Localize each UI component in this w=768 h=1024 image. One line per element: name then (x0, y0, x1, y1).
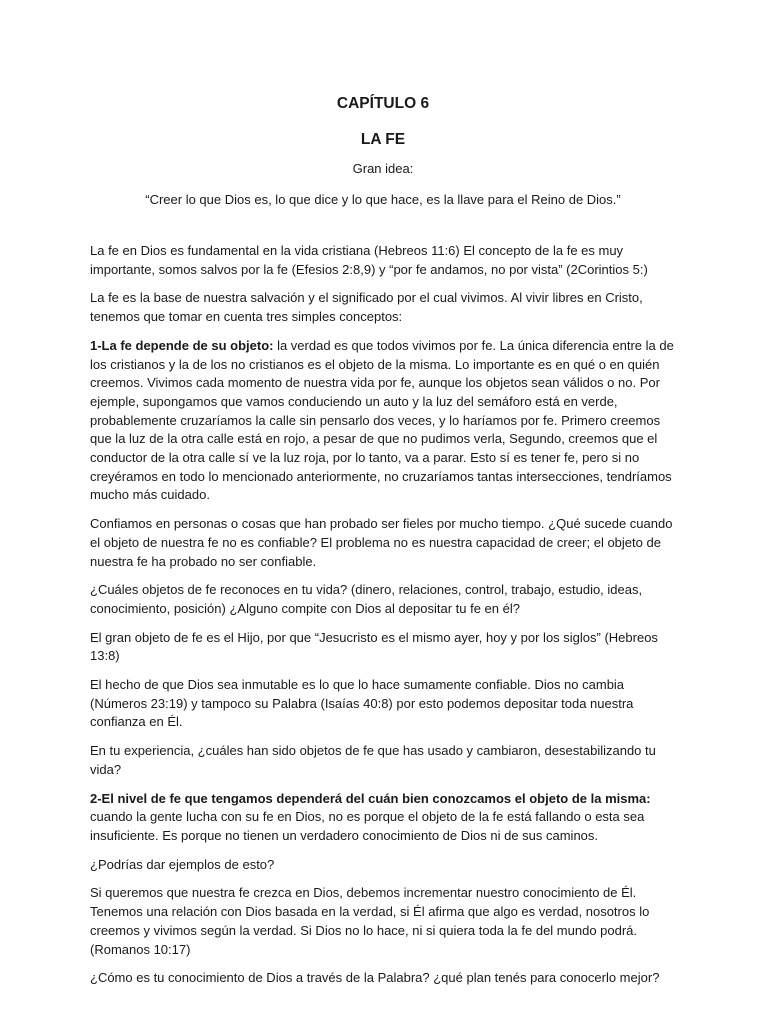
paragraph (90, 289, 676, 326)
paragraph (90, 676, 676, 732)
big-idea-quote: “Creer lo que Dios es, lo que dice y lo que hace, es la llave para el Reino de Dios.” (145, 192, 621, 207)
paragraph-text: cuando la gente lucha con su fe en Dios, no es porque el objeto de la fe está fallando o esta sea insuficiente. Es porque no tienen un verdadero conocimiento de Dios ni de sus caminos. (90, 809, 645, 843)
paragraph-text: Si queremos que nuestra fe crezca en Dios, debemos incrementar nuestro conocimiento de Él. Tenemos una relación con Dios basada en la verdad, si Él afirma que algo es verdad, nosotros lo creemos y vivimos según la verdad. Si Dios no lo hace, ni si quiera toda la fe del mundo podrá. (Romanos 10:17) (90, 885, 650, 957)
paragraph (90, 337, 676, 505)
paragraph-text: ¿Cómo es tu conocimiento de Dios a través de la Palabra? ¿qué plan tenés para conocerlo mejor? (90, 970, 660, 986)
paragraph (90, 742, 676, 779)
paragraph (90, 629, 676, 666)
paragraph-text: Confiamos en personas o cosas que han probado ser fieles por mucho tiempo. ¿Qué sucede cuando el objeto de nuestra fe no es confiable? El problema no es nuestra capacidad de creer; el objeto de nuestra fe ha probado no ser confiable. (90, 516, 673, 569)
paragraph (90, 856, 676, 875)
paragraph-text: En tu experiencia, ¿cuáles han sido objetos de fe que has usado y cambiaron, desestabilizando tu vida? (90, 743, 656, 777)
big-idea-label: Gran idea: (352, 161, 414, 176)
chapter-title: LA FE (360, 131, 406, 148)
paragraph-lead: 2-El nivel de fe que tengamos dependerá del cuán bien conozcamos el objeto de la misma: (90, 790, 651, 806)
paragraph-text: la verdad es que todos vivimos por fe. La única diferencia entre la de los cristianos y la de los no cristianos es el objeto de la misma. Lo importante es en qué o en quién creemos. Vivimos cada momento de nuestra vida por fe, aunque los objetos sean válidos o no. Por ejemple, supongamos que vamos conduciendo un auto y la luz del semáforo está en verde, probablemente cruzaríamos la calle sin pensarlo dos veces, y lo haríamos por fe. Primero creemos que la luz de la otra calle está en rojo, a pesar de que no pudimos verla, Segundo, creemos que el conductor de la otra calle sí ve la luz roja, por lo tanto, va a parar. Esto sí es tener fe, pero si no creyéramos en todo lo mencionado anteriormente, no cruzaríamos tantas intersecciones, tendríamos mucho más cuidado. (90, 337, 674, 503)
paragraph-text: ¿Podrías dar ejemplos de esto? (90, 856, 275, 872)
paragraph (90, 581, 676, 618)
paragraph (90, 242, 676, 279)
paragraph-text: La fe es la base de nuestra salvación y el significado por el cual vivimos. Al vivir libres en Cristo, tenemos que tomar en cuenta tres simples conceptos: (90, 290, 643, 325)
paragraph (90, 969, 676, 988)
paragraph (90, 884, 676, 959)
paragraph-lead: 1-La fe depende de su objeto: (90, 337, 274, 353)
paragraph-text: ¿Cuáles objetos de fe reconoces en tu vida? (dinero, relaciones, control, trabajo, estudio, ideas, conocimiento, posición) ¿Alguno compite con Dios al depositar tu fe en él? (90, 582, 643, 616)
chapter-label: CAPÍTULO 6 (336, 95, 430, 112)
body-text (90, 242, 676, 988)
paragraph (90, 790, 676, 846)
paragraph-text: La fe en Dios es fundamental en la vida cristiana (Hebreos 11:6) El concepto de la fe es muy importante, somos salvos por la fe (Efesios 2:8,9) y “por fe andamos, no por vista” (2Corintios 5:) (90, 243, 648, 277)
paragraph-text: El gran objeto de fe es el Hijo, por que “Jesucristo es el mismo ayer, hoy y por los siglos” (Hebreos 13:8) (90, 629, 658, 664)
paragraph (90, 515, 676, 571)
paragraph-text: El hecho de que Dios sea inmutable es lo que lo hace sumamente confiable. Dios no cambia (Números 23:19) y tampoco su Palabra (Isaías 40:8) por esto podemos depositar toda nuestra confianza en Él. (90, 677, 634, 730)
